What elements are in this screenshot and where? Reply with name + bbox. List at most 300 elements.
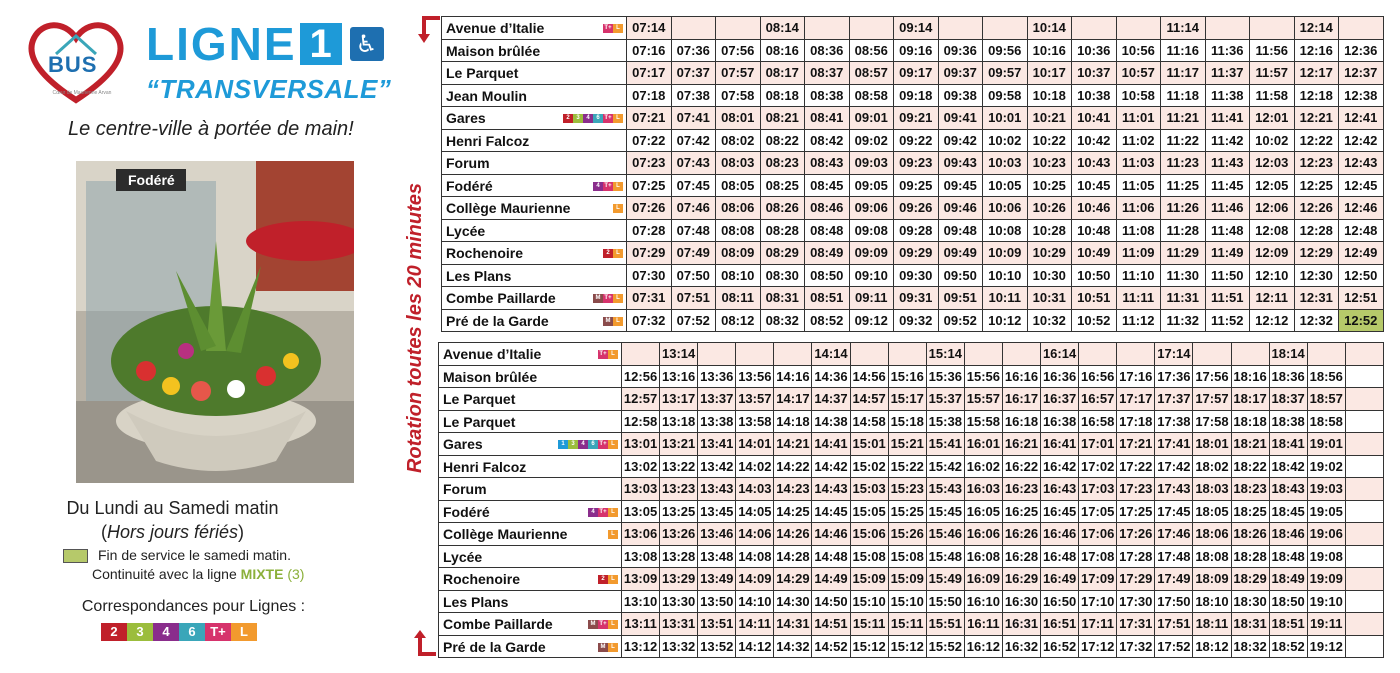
departure-time: 10:03 xyxy=(983,152,1028,175)
departure-time: 12:22 xyxy=(1294,129,1339,152)
departure-time: 18:22 xyxy=(1231,455,1269,478)
departure-time: 10:25 xyxy=(1027,174,1072,197)
table-row xyxy=(442,287,1384,310)
departure-time: 11:48 xyxy=(1205,219,1250,242)
departure-time: 15:45 xyxy=(926,500,964,523)
departure-time: 11:01 xyxy=(1116,107,1161,130)
departure-time: 16:08 xyxy=(964,545,1002,568)
departure-time: 15:09 xyxy=(888,568,926,591)
departure-time: 18:01 xyxy=(1193,433,1231,456)
departure-time: 08:28 xyxy=(760,219,805,242)
connection-chip: L xyxy=(613,182,623,191)
table-row xyxy=(439,613,1384,636)
departure-time: 11:18 xyxy=(1161,84,1206,107)
departure-time: 08:48 xyxy=(805,219,850,242)
departure-time: 17:18 xyxy=(1117,410,1155,433)
stop-name: Le Parquet xyxy=(443,391,516,407)
departure-time: 10:37 xyxy=(1072,62,1117,85)
departure-time: 09:25 xyxy=(894,174,939,197)
departure-time: 09:14 xyxy=(894,17,939,40)
departure-time: 09:49 xyxy=(938,242,983,265)
departure-time: 17:05 xyxy=(1079,500,1117,523)
connection-chip: L xyxy=(608,440,618,449)
departure-time: 08:05 xyxy=(716,174,761,197)
departure-time: 13:31 xyxy=(660,613,698,636)
departure-time: 13:52 xyxy=(698,635,736,658)
departure-time: 14:46 xyxy=(812,523,850,546)
departure-time: 07:28 xyxy=(627,219,672,242)
stop-name-cell xyxy=(442,287,627,310)
connection-chip: L xyxy=(613,114,623,123)
departure-time: 09:58 xyxy=(983,84,1028,107)
departure-time: 17:12 xyxy=(1079,635,1117,658)
departure-time: 16:05 xyxy=(964,500,1002,523)
line-word: LIGNE xyxy=(146,18,297,70)
departure-time: 15:05 xyxy=(850,500,888,523)
departure-time: 10:51 xyxy=(1072,287,1117,310)
bus-stop-sign: Fodéré xyxy=(128,172,175,188)
departure-time: 19:12 xyxy=(1307,635,1345,658)
departure-time: 15:50 xyxy=(926,590,964,613)
departure-time: 07:48 xyxy=(671,219,716,242)
departure-time: 07:57 xyxy=(716,62,761,85)
connection-chips xyxy=(558,440,618,449)
departure-time: 17:36 xyxy=(1155,365,1193,388)
connection-chip: L xyxy=(613,204,623,213)
table-row xyxy=(439,545,1384,568)
departure-time: 09:52 xyxy=(938,309,983,332)
departure-time: 10:12 xyxy=(983,309,1028,332)
departure-time: 17:52 xyxy=(1155,635,1193,658)
departure-time: 12:43 xyxy=(1339,152,1384,175)
empty-cell xyxy=(1345,523,1383,546)
line-badge: T+ xyxy=(205,623,231,641)
departure-time: 14:06 xyxy=(736,523,774,546)
departure-time: 13:03 xyxy=(622,478,660,501)
departure-time: 16:45 xyxy=(1041,500,1079,523)
departure-time: 07:21 xyxy=(627,107,672,130)
departure-time: 07:50 xyxy=(671,264,716,287)
departure-time: 18:42 xyxy=(1269,455,1307,478)
connection-chip: L xyxy=(608,575,618,584)
stop-name: Pré de la Garde xyxy=(446,312,549,329)
departure-time: 07:31 xyxy=(627,287,672,310)
departure-time: 18:36 xyxy=(1269,365,1307,388)
departure-time: 15:42 xyxy=(926,455,964,478)
departure-time: 08:50 xyxy=(805,264,850,287)
connection-chips xyxy=(603,317,623,326)
departure-time: 18:21 xyxy=(1231,433,1269,456)
departure-time: 12:17 xyxy=(1294,62,1339,85)
departure-time: 09:23 xyxy=(894,152,939,175)
departure-time: 18:30 xyxy=(1231,590,1269,613)
empty-cell xyxy=(1345,590,1383,613)
departure-time: 14:31 xyxy=(774,613,812,636)
departure-time: 08:57 xyxy=(849,62,894,85)
empty-cell xyxy=(1345,478,1383,501)
empty-cell xyxy=(1250,17,1295,40)
departure-time: 13:32 xyxy=(660,635,698,658)
departure-time: 14:09 xyxy=(736,568,774,591)
departure-time: 15:22 xyxy=(888,455,926,478)
departure-time: 11:37 xyxy=(1205,62,1250,85)
departure-time: 14:17 xyxy=(774,388,812,411)
departure-time: 11:09 xyxy=(1116,242,1161,265)
departure-time: 18:09 xyxy=(1193,568,1231,591)
table-row xyxy=(442,152,1384,175)
connection-chip: L xyxy=(608,643,618,652)
departure-time: 07:51 xyxy=(671,287,716,310)
departure-time: 18:57 xyxy=(1307,388,1345,411)
departure-time: 17:38 xyxy=(1155,410,1193,433)
departure-time: 16:18 xyxy=(1002,410,1040,433)
departure-time: 10:29 xyxy=(1027,242,1072,265)
departure-time: 17:48 xyxy=(1155,545,1193,568)
departure-time: 15:12 xyxy=(888,635,926,658)
departure-time: 11:05 xyxy=(1116,174,1161,197)
departure-time: 17:03 xyxy=(1079,478,1117,501)
departure-time: 15:48 xyxy=(926,545,964,568)
departure-time: 14:16 xyxy=(774,365,812,388)
connection-chip: T+ xyxy=(599,351,607,357)
departure-time: 12:11 xyxy=(1250,287,1295,310)
departure-time: 08:56 xyxy=(849,39,894,62)
departure-time: 17:21 xyxy=(1117,433,1155,456)
timetable-morning xyxy=(441,16,1384,332)
connection-chip: 3 xyxy=(568,440,578,449)
connection-chip: 2 xyxy=(598,575,608,584)
departure-time: 12:32 xyxy=(1294,309,1339,332)
departure-time: 16:31 xyxy=(1002,613,1040,636)
departure-time: 18:26 xyxy=(1231,523,1269,546)
departure-time: 11:14 xyxy=(1161,17,1206,40)
departure-time: 17:57 xyxy=(1193,388,1231,411)
departure-time: 09:32 xyxy=(894,309,939,332)
departure-time: 16:22 xyxy=(1002,455,1040,478)
departure-time: 13:45 xyxy=(698,500,736,523)
table-row xyxy=(439,343,1384,366)
correspondances-badges xyxy=(101,623,257,641)
departure-time: 10:58 xyxy=(1116,84,1161,107)
stop-name-cell xyxy=(442,152,627,175)
departure-time: 16:51 xyxy=(1041,613,1079,636)
departure-time: 10:52 xyxy=(1072,309,1117,332)
timetable-afternoon xyxy=(438,342,1384,658)
departure-time: 12:12 xyxy=(1250,309,1295,332)
departure-time: 10:46 xyxy=(1072,197,1117,220)
departure-time: 11:16 xyxy=(1161,39,1206,62)
departure-time: 10:38 xyxy=(1072,84,1117,107)
departure-time: 18:02 xyxy=(1193,455,1231,478)
empty-cell xyxy=(736,343,774,366)
departure-time: 09:16 xyxy=(894,39,939,62)
departure-time: 13:38 xyxy=(698,410,736,433)
stop-name: Forum xyxy=(446,155,490,171)
departure-time: 13:11 xyxy=(622,613,660,636)
departure-time: 13:42 xyxy=(698,455,736,478)
departure-time: 09:36 xyxy=(938,39,983,62)
departure-time: 17:32 xyxy=(1117,635,1155,658)
connection-chip: L xyxy=(613,249,623,258)
departure-time: 12:52 xyxy=(1339,309,1384,332)
departure-time: 08:37 xyxy=(805,62,850,85)
stop-name-cell xyxy=(442,264,627,287)
departure-time: 11:46 xyxy=(1205,197,1250,220)
departure-time: 17:46 xyxy=(1155,523,1193,546)
departure-time: 09:46 xyxy=(938,197,983,220)
departure-time: 13:22 xyxy=(660,455,698,478)
departure-time: 08:49 xyxy=(805,242,850,265)
departure-time: 11:49 xyxy=(1205,242,1250,265)
departure-time: 07:38 xyxy=(671,84,716,107)
departure-time: 09:17 xyxy=(894,62,939,85)
stop-name-cell xyxy=(439,388,622,411)
departure-time: 10:17 xyxy=(1027,62,1072,85)
table-row xyxy=(439,590,1384,613)
departure-time: 17:29 xyxy=(1117,568,1155,591)
holidays-close: ) xyxy=(238,522,245,542)
departure-time: 17:49 xyxy=(1155,568,1193,591)
departure-time: 18:41 xyxy=(1269,433,1307,456)
empty-cell xyxy=(964,343,1002,366)
stop-name-cell xyxy=(442,129,627,152)
departure-time: 13:05 xyxy=(622,500,660,523)
departure-time: 07:14 xyxy=(627,17,672,40)
connection-chips xyxy=(603,249,623,258)
connection-chips xyxy=(598,643,618,652)
departure-time: 17:22 xyxy=(1117,455,1155,478)
departure-time: 14:32 xyxy=(774,635,812,658)
departure-time: 17:37 xyxy=(1155,388,1193,411)
departure-time: 07:30 xyxy=(627,264,672,287)
departure-time: 19:05 xyxy=(1307,500,1345,523)
departure-time: 08:51 xyxy=(805,287,850,310)
arrow-bottom-icon xyxy=(414,630,438,660)
empty-cell xyxy=(1345,635,1383,658)
departure-time: 12:06 xyxy=(1250,197,1295,220)
departure-time: 12:56 xyxy=(622,365,660,388)
departure-time: 17:16 xyxy=(1117,365,1155,388)
departure-time: 16:46 xyxy=(1041,523,1079,546)
departure-time: 13:23 xyxy=(660,478,698,501)
stop-name: Jean Moulin xyxy=(446,87,527,104)
connection-chip: T+ xyxy=(599,621,607,627)
departure-time: 18:31 xyxy=(1231,613,1269,636)
departure-time: 08:01 xyxy=(716,107,761,130)
departure-time: 12:05 xyxy=(1250,174,1295,197)
departure-time: 18:48 xyxy=(1269,545,1307,568)
table-row xyxy=(442,242,1384,265)
correspondances-title: Correspondances pour Lignes : xyxy=(81,598,306,615)
departure-time: 11:12 xyxy=(1116,309,1161,332)
departure-time: 17:14 xyxy=(1155,343,1193,366)
departure-time: 15:10 xyxy=(850,590,888,613)
wheelchair-icon: ♿ xyxy=(350,27,384,61)
departure-time: 14:57 xyxy=(850,388,888,411)
departure-time: 14:58 xyxy=(850,410,888,433)
departure-time: 14:52 xyxy=(812,635,850,658)
departure-time: 19:02 xyxy=(1307,455,1345,478)
departure-time: 08:10 xyxy=(716,264,761,287)
departure-time: 07:25 xyxy=(627,174,672,197)
connection-chip: M xyxy=(593,294,603,303)
departure-time: 16:56 xyxy=(1079,365,1117,388)
departure-time: 17:42 xyxy=(1155,455,1193,478)
departure-time: 13:28 xyxy=(660,545,698,568)
table-row xyxy=(439,478,1384,501)
departure-time: 11:31 xyxy=(1161,287,1206,310)
departure-time: 10:49 xyxy=(1072,242,1117,265)
tagline: Le centre-ville à portée de main! xyxy=(68,118,354,140)
departure-time: 11:36 xyxy=(1205,39,1250,62)
departure-time: 11:22 xyxy=(1161,129,1206,152)
departure-time: 08:29 xyxy=(760,242,805,265)
departure-time: 13:17 xyxy=(660,388,698,411)
connection-chip: 6 xyxy=(593,114,603,123)
departure-time: 12:14 xyxy=(1294,17,1339,40)
stop-name-cell xyxy=(442,39,627,62)
left-panel xyxy=(0,0,405,673)
stop-name-cell xyxy=(439,478,622,501)
stop-name-cell xyxy=(442,17,627,40)
departure-time: 13:30 xyxy=(660,590,698,613)
departure-time: 18:12 xyxy=(1193,635,1231,658)
departure-time: 17:30 xyxy=(1117,590,1155,613)
departure-time: 07:46 xyxy=(671,197,716,220)
departure-time: 12:58 xyxy=(622,410,660,433)
departure-time: 12:38 xyxy=(1339,84,1384,107)
departure-time: 09:06 xyxy=(849,197,894,220)
departure-time: 16:38 xyxy=(1041,410,1079,433)
empty-cell xyxy=(1079,343,1117,366)
logo-text: BUS xyxy=(48,52,98,77)
departure-time: 18:37 xyxy=(1269,388,1307,411)
table-row xyxy=(439,568,1384,591)
departure-time: 09:37 xyxy=(938,62,983,85)
connection-chip: 3 xyxy=(573,114,583,123)
empty-cell xyxy=(1345,613,1383,636)
departure-time: 14:51 xyxy=(812,613,850,636)
stop-name: Lycée xyxy=(443,548,483,565)
departure-time: 12:41 xyxy=(1339,107,1384,130)
departure-time: 18:52 xyxy=(1269,635,1307,658)
stop-name: Combe Paillarde xyxy=(446,290,556,306)
connection-chip: T+ xyxy=(599,441,607,447)
connection-chip: 4 xyxy=(578,440,588,449)
departure-time: 11:06 xyxy=(1116,197,1161,220)
departure-time: 10:22 xyxy=(1027,129,1072,152)
departure-time: 11:17 xyxy=(1161,62,1206,85)
departure-time: 19:03 xyxy=(1307,478,1345,501)
empty-cell xyxy=(774,343,812,366)
departure-time: 12:29 xyxy=(1294,242,1339,265)
departure-time: 09:50 xyxy=(938,264,983,287)
departure-time: 15:16 xyxy=(888,365,926,388)
departure-time: 12:25 xyxy=(1294,174,1339,197)
stop-name-cell xyxy=(439,410,622,433)
departure-time: 11:43 xyxy=(1205,152,1250,175)
departure-time: 13:25 xyxy=(660,500,698,523)
departure-time: 08:30 xyxy=(760,264,805,287)
departure-time: 07:45 xyxy=(671,174,716,197)
departure-time: 17:58 xyxy=(1193,410,1231,433)
departure-time: 09:51 xyxy=(938,287,983,310)
stop-name-cell xyxy=(439,523,622,546)
empty-cell xyxy=(1345,568,1383,591)
stop-name-cell xyxy=(439,568,622,591)
departure-time: 15:08 xyxy=(888,545,926,568)
empty-cell xyxy=(1117,343,1155,366)
connection-chips xyxy=(613,204,623,213)
departure-time: 12:57 xyxy=(622,388,660,411)
line-header xyxy=(146,18,384,70)
departure-time: 07:43 xyxy=(671,152,716,175)
departure-time: 19:11 xyxy=(1307,613,1345,636)
empty-cell xyxy=(1345,343,1383,366)
departure-time: 16:23 xyxy=(1002,478,1040,501)
departure-time: 17:45 xyxy=(1155,500,1193,523)
table-row xyxy=(442,17,1384,40)
departure-time: 15:14 xyxy=(926,343,964,366)
departure-time: 10:56 xyxy=(1116,39,1161,62)
departure-time: 16:32 xyxy=(1002,635,1040,658)
departure-time: 14:22 xyxy=(774,455,812,478)
stop-name: Maison brûlée xyxy=(443,368,538,385)
departure-time: 18:32 xyxy=(1231,635,1269,658)
stop-name: Maison brûlée xyxy=(446,42,541,59)
departure-time: 14:41 xyxy=(812,433,850,456)
departure-time: 08:43 xyxy=(805,152,850,175)
departure-time: 18:45 xyxy=(1269,500,1307,523)
departure-time: 17:02 xyxy=(1079,455,1117,478)
departure-time: 08:16 xyxy=(760,39,805,62)
departure-time: 10:43 xyxy=(1072,152,1117,175)
departure-time: 12:03 xyxy=(1250,152,1295,175)
line-number-badge: 1 xyxy=(300,23,342,65)
stop-name-cell xyxy=(439,613,622,636)
table-row xyxy=(439,388,1384,411)
departure-time: 10:45 xyxy=(1072,174,1117,197)
departure-time: 19:06 xyxy=(1307,523,1345,546)
departure-time: 13:26 xyxy=(660,523,698,546)
departure-time: 07:23 xyxy=(627,152,672,175)
rotation-text: Rotation toutes les 20 minutes xyxy=(404,182,426,474)
departure-time: 13:58 xyxy=(736,410,774,433)
departure-time: 11:51 xyxy=(1205,287,1250,310)
departure-time: 14:28 xyxy=(774,545,812,568)
stop-name-cell xyxy=(439,433,622,456)
departure-time: 16:14 xyxy=(1041,343,1079,366)
table-row xyxy=(442,174,1384,197)
departure-time: 11:11 xyxy=(1116,287,1161,310)
departure-time: 09:03 xyxy=(849,152,894,175)
line-badge: 2 xyxy=(101,623,127,641)
departure-time: 15:18 xyxy=(888,410,926,433)
departure-time: 07:36 xyxy=(671,39,716,62)
stop-name-cell xyxy=(442,197,627,220)
departure-time: 17:51 xyxy=(1155,613,1193,636)
stop-name-cell xyxy=(439,635,622,658)
departure-time: 15:37 xyxy=(926,388,964,411)
line-badge: 3 xyxy=(127,623,153,641)
holidays-word: Hors jours fériés xyxy=(106,522,239,542)
connection-chip: L xyxy=(608,350,618,359)
departure-time: 13:18 xyxy=(660,410,698,433)
connection-chip: T+ xyxy=(604,182,612,189)
stop-name: Combe Paillarde xyxy=(443,616,553,632)
departure-time: 15:02 xyxy=(850,455,888,478)
stop-name: Henri Falcoz xyxy=(446,132,530,149)
